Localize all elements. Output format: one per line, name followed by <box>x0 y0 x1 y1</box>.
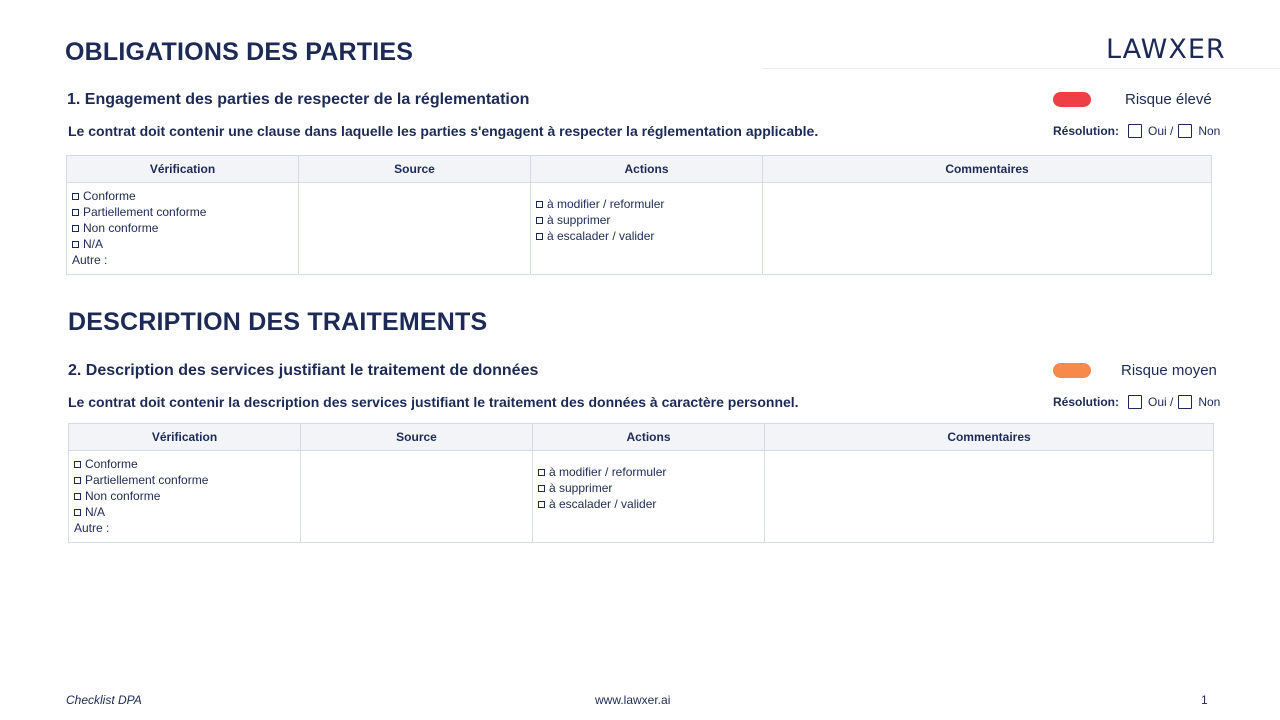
source-cell[interactable] <box>299 183 531 275</box>
option-non-conforme[interactable]: Non conforme <box>72 220 298 236</box>
header-verification: Vérification <box>67 156 299 183</box>
risk-label-2: Risque moyen <box>1121 362 1217 379</box>
resolution-label: Résolution: <box>1053 395 1119 409</box>
item-description-1: Le contrat doit contenir une clause dans laquelle les parties s'engagent à respecter la réglementation applicable. <box>68 123 819 139</box>
checkbox-icon[interactable] <box>538 485 545 492</box>
checkbox-icon[interactable] <box>72 241 79 248</box>
resolution-group-2 <box>1053 395 1225 409</box>
option-conforme[interactable]: Conforme <box>72 188 298 204</box>
footer-page-number: 1 <box>1201 693 1208 707</box>
checkbox-icon[interactable] <box>74 477 81 484</box>
comments-cell[interactable] <box>765 451 1214 543</box>
header-source: Source <box>301 424 533 451</box>
option-partiellement-conforme[interactable]: Partiellement conforme <box>74 472 300 488</box>
action-supprimer[interactable]: à supprimer <box>538 480 764 496</box>
header-comments: Commentaires <box>765 424 1214 451</box>
resolution-yes-label: Oui / <box>1148 395 1174 409</box>
checkbox-icon[interactable] <box>74 493 81 500</box>
action-modifier[interactable]: à modifier / reformuler <box>538 464 764 480</box>
item-title-1: 1. Engagement des parties de respecter de la réglementation <box>67 91 530 108</box>
resolution-group-1 <box>1053 124 1225 138</box>
section-title-obligations: OBLIGATIONS DES PARTIES <box>65 38 414 66</box>
header-divider <box>762 68 1280 69</box>
option-na[interactable]: N/A <box>72 236 298 252</box>
option-autre: Autre : <box>72 253 108 267</box>
checklist-table-1 <box>66 155 1212 275</box>
footer-website-link[interactable]: www.lawxer.ai <box>595 693 671 707</box>
risk-indicator-high <box>1053 92 1091 107</box>
resolution-label: Résolution: <box>1053 124 1119 138</box>
item-description-2: Le contrat doit contenir la description des services justifiant le traitement des données à caractère personnel. <box>68 394 799 410</box>
checkbox-icon[interactable] <box>538 501 545 508</box>
resolution-yes-checkbox[interactable] <box>1128 395 1142 409</box>
item-title-2: 2. Description des services justifiant le traitement de données <box>68 362 539 379</box>
header-comments: Commentaires <box>763 156 1212 183</box>
risk-indicator-medium <box>1053 363 1091 378</box>
checkbox-icon[interactable] <box>72 209 79 216</box>
action-modifier[interactable]: à modifier / reformuler <box>536 196 762 212</box>
comments-cell[interactable] <box>763 183 1212 275</box>
header-verification: Vérification <box>69 424 301 451</box>
verification-cell <box>69 451 301 543</box>
option-autre: Autre : <box>74 521 110 535</box>
resolution-no-label: Non <box>1198 124 1221 138</box>
action-escalader[interactable]: à escalader / valider <box>536 228 762 244</box>
resolution-no-checkbox[interactable] <box>1178 124 1192 138</box>
checkbox-icon[interactable] <box>536 233 543 240</box>
header-source: Source <box>299 156 531 183</box>
checkbox-icon[interactable] <box>74 509 81 516</box>
footer-document-name: Checklist DPA <box>66 693 142 707</box>
option-non-conforme[interactable]: Non conforme <box>74 488 300 504</box>
actions-cell <box>533 451 765 543</box>
section-title-traitements: DESCRIPTION DES TRAITEMENTS <box>68 308 488 336</box>
option-partiellement-conforme[interactable]: Partiellement conforme <box>72 204 298 220</box>
actions-cell <box>531 183 763 275</box>
action-escalader[interactable]: à escalader / valider <box>538 496 764 512</box>
checkbox-icon[interactable] <box>536 201 543 208</box>
checklist-table-2 <box>68 423 1214 543</box>
resolution-yes-label: Oui / <box>1148 124 1174 138</box>
verification-cell <box>67 183 299 275</box>
checkbox-icon[interactable] <box>72 225 79 232</box>
option-na[interactable]: N/A <box>74 504 300 520</box>
checkbox-icon[interactable] <box>536 217 543 224</box>
resolution-no-checkbox[interactable] <box>1178 395 1192 409</box>
checkbox-icon[interactable] <box>74 461 81 468</box>
brand-logo: LAWXER <box>1106 34 1226 65</box>
risk-label-1: Risque élevé <box>1125 91 1212 108</box>
checkbox-icon[interactable] <box>72 193 79 200</box>
resolution-yes-checkbox[interactable] <box>1128 124 1142 138</box>
action-supprimer[interactable]: à supprimer <box>536 212 762 228</box>
checkbox-icon[interactable] <box>538 469 545 476</box>
header-actions: Actions <box>531 156 763 183</box>
header-actions: Actions <box>533 424 765 451</box>
source-cell[interactable] <box>301 451 533 543</box>
option-conforme[interactable]: Conforme <box>74 456 300 472</box>
resolution-no-label: Non <box>1198 395 1221 409</box>
